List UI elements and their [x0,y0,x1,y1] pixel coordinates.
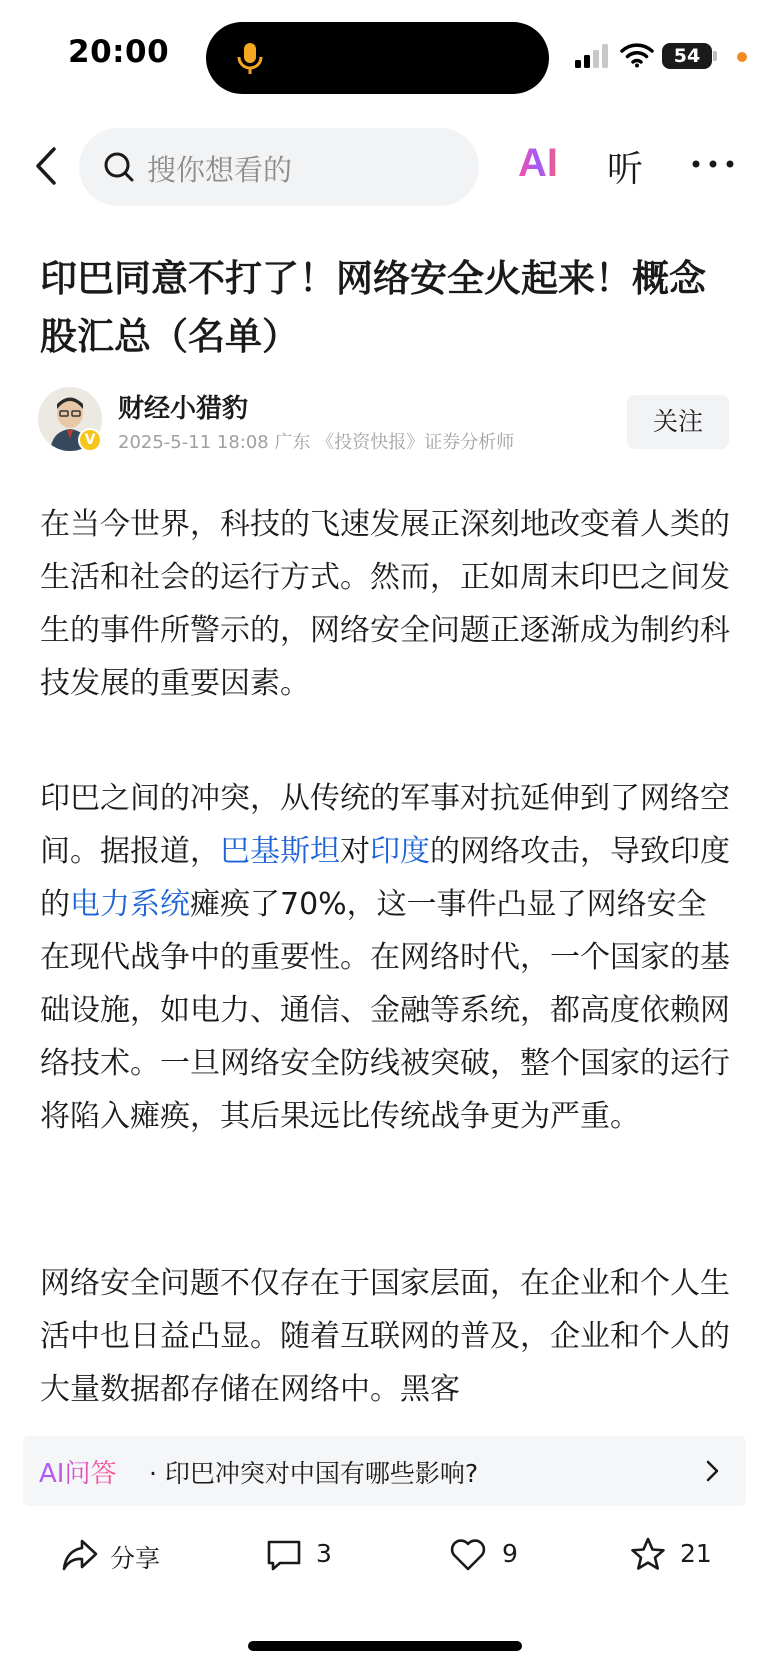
paragraph-2-text-1: 印巴之间的冲突，从传统的军事对抗延伸到了网络空间。据报道， [40,781,730,869]
bottom-action-bar [0,1525,769,1585]
cellular-signal-icon [575,44,611,68]
article-paragraph-3: 网络安全问题不仅存在于国家层面，在企业和个人生活中也日益凸显。随着互联网的普及，企业和个人的大量数据都存储在网络中。黑客 [40,1266,730,1407]
search-placeholder: 搜你想看的 [147,153,293,187]
like-button[interactable] [448,1525,528,1585]
link-pakistan[interactable]: 巴基斯坦 [220,834,340,869]
author-name[interactable]: 财经小猎豹 [118,394,249,424]
ai-assistant-button[interactable]: AI [518,141,558,185]
verified-badge-icon: V [78,428,102,452]
article-paragraph-1: 在当今世界，科技的飞速发展正深刻地改变着人类的生活和社会的运行方式。然而，正如周末印巴之间发生的事件所警示的，网络安全问题正逐渐成为制约科技发展的重要因素。 [40,507,730,701]
article-title: 印巴同意不打了！网络安全火起来！概念股汇总（名单） [40,257,706,358]
link-power-system[interactable]: 电力系统 [70,887,190,922]
like-count: 9 [502,1539,518,1568]
privacy-indicator-dot [737,52,747,62]
top-nav-bar [0,125,769,207]
follow-button[interactable]: 关注 [627,395,729,449]
microphone-icon [232,40,268,76]
chevron-right-icon [705,1459,721,1483]
share-label: 分享 [110,1544,161,1573]
listen-button[interactable]: 听 [607,149,644,190]
wifi-icon [620,42,654,68]
paragraph-2-text-3: 的网络攻击，导致印度的 [40,834,730,922]
more-options-icon[interactable] [691,157,735,171]
battery-indicator: 54 [662,43,712,69]
comment-button[interactable] [264,1525,344,1585]
article-meta: 2025-5-11 18:08 广东 《投资快报》证券分析师 [118,432,515,453]
article-paragraph-2 [40,772,730,1143]
favorite-count: 21 [680,1539,712,1568]
share-button[interactable] [60,1525,170,1585]
ai-question-bar[interactable] [23,1436,746,1506]
battery-tip [713,51,717,61]
star-icon [628,1535,668,1575]
ai-qa-label: AI问答 [39,1453,116,1490]
back-arrow-icon[interactable] [28,141,68,191]
heart-icon [448,1535,488,1575]
comment-icon [264,1535,304,1575]
paragraph-2-text-4: 瘫痪了70%，这一事件凸显了网络安全在现代战争中的重要性。在网络时代，一个国家的基础设施，如电力、通信、金融等系统，都高度依赖网络技术。一旦网络安全防线被突破，整个国家的运行将陷入瘫痪，其后果远比传统战争更为严重。 [40,887,730,1134]
status-time: 20:00 [68,34,170,70]
ai-question-text: · 印巴冲突对中国有哪些影响? [149,1459,479,1488]
favorite-button[interactable] [628,1525,718,1585]
paragraph-2-text-2: 对 [340,834,370,869]
home-indicator[interactable] [248,1641,522,1651]
dynamic-island [206,22,549,94]
link-india[interactable]: 印度 [370,834,430,869]
share-icon [60,1535,100,1575]
status-bar [0,0,769,110]
comment-count: 3 [316,1539,332,1568]
search-input[interactable] [79,128,479,206]
search-icon [101,149,137,185]
